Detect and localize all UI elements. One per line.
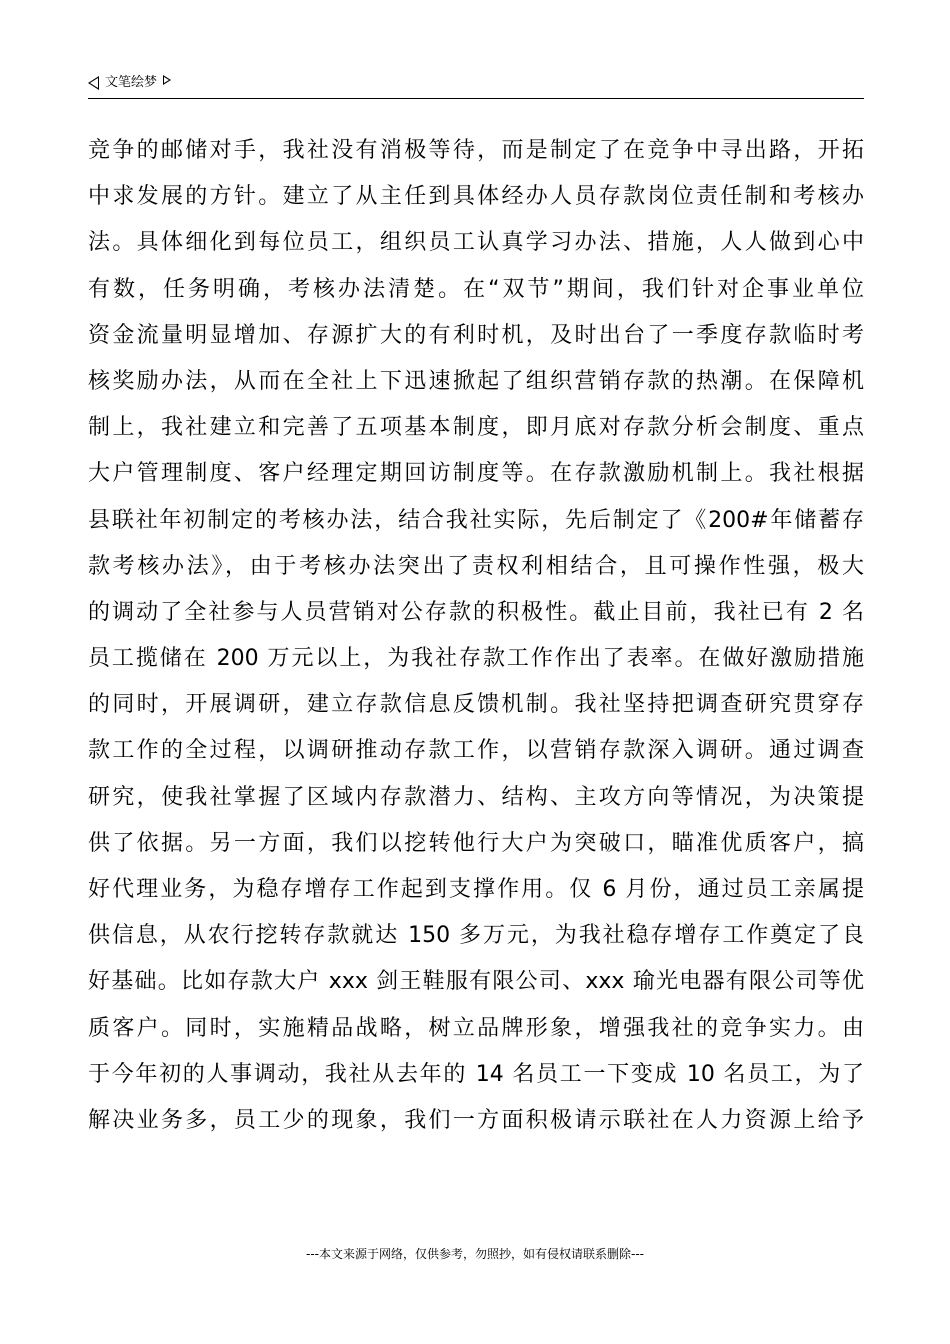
right-triangle-icon — [163, 75, 171, 85]
body-line: 好代理业务，为稳存增存工作起到支撑作用。仅 6 月份，通过员工亲属提 — [88, 877, 864, 902]
body-line: 款考核办法》，由于考核办法突出了责权利相结合，且可操作性强，极大 — [88, 553, 864, 579]
body-line: 有数，任务明确，考核办法清楚。在“双节”期间，我们针对企事业单位 — [88, 276, 864, 302]
body-line: 的同时，开展调研，建立存款信息反馈机制。我社坚持把调查研究贯穿存 — [88, 692, 864, 718]
header-brand-group — [88, 74, 171, 92]
body-line: 大户管理制度、客户经理定期回访制度等。在存款激励机制上。我社根据 — [88, 461, 864, 487]
body-line: 供信息，从农行挖转存款就达 150 多万元，为我社稳存增存工作奠定了良 — [88, 923, 864, 949]
body-line: 制上，我社建立和完善了五项基本制度，即月底对存款分析会制度、重点 — [88, 415, 864, 441]
header-brand: 文笔绘梦 — [105, 75, 158, 90]
page-header — [88, 72, 864, 99]
document-body — [88, 128, 864, 1144]
body-line: 于今年初的人事调动，我社从去年的 14 名员工一下变成 10 名员工，为了 — [88, 1061, 864, 1087]
body-line: 款工作的全过程，以调研推动存款工作，以营销存款深入调研。通过调查 — [88, 738, 864, 764]
body-line: 员工揽储在 200 万元以上，为我社存款工作作出了表率。在做好激励措施 — [88, 646, 864, 672]
body-line: 法。具体细化到每位员工，组织员工认真学习办法、措施，人人做到心中 — [88, 230, 864, 256]
body-line: 研究，使我社掌握了区域内存款潜力、结构、主攻方向等情况，为决策提 — [88, 784, 864, 810]
body-line: 质客户。同时，实施精品战略，树立品牌形象，增强我社的竞争实力。由 — [88, 1015, 864, 1041]
body-line: 中求发展的方针。建立了从主任到具体经办人员存款岗位责任制和考核办 — [88, 184, 864, 210]
left-triangle-icon — [88, 76, 99, 90]
body-line: 县联社年初制定的考核办法，结合我社实际，先后制定了《200#年储蓄存 — [88, 507, 864, 533]
body-line: 资金流量明显增加、存源扩大的有利时机，及时出台了一季度存款临时考 — [88, 322, 864, 348]
body-line: 的调动了全社参与人员营销对公存款的积极性。截止目前，我社已有 2 名 — [88, 599, 864, 625]
body-line: 核奖励办法，从而在全社上下迅速掀起了组织营销存款的热潮。在保障机 — [88, 368, 864, 394]
body-line: 好基础。比如存款大户 xxx 剑王鞋服有限公司、xxx 瑜光电器有限公司等优 — [88, 969, 864, 995]
body-line: 解决业务多，员工少的现象，我们一方面积极请示联社在人力资源上给予 — [88, 1107, 864, 1133]
body-line: 竞争的邮储对手，我社没有消极等待，而是制定了在竞争中寻出路，开拓 — [88, 138, 864, 163]
body-line: 供了依据。另一方面，我们以挖转他行大户为突破口，瞄准优质客户，搞 — [88, 830, 864, 856]
page-footer: ---本文来源于网络，仅供参考，勿照抄，如有侵权请联系删除--- — [306, 1247, 644, 1261]
